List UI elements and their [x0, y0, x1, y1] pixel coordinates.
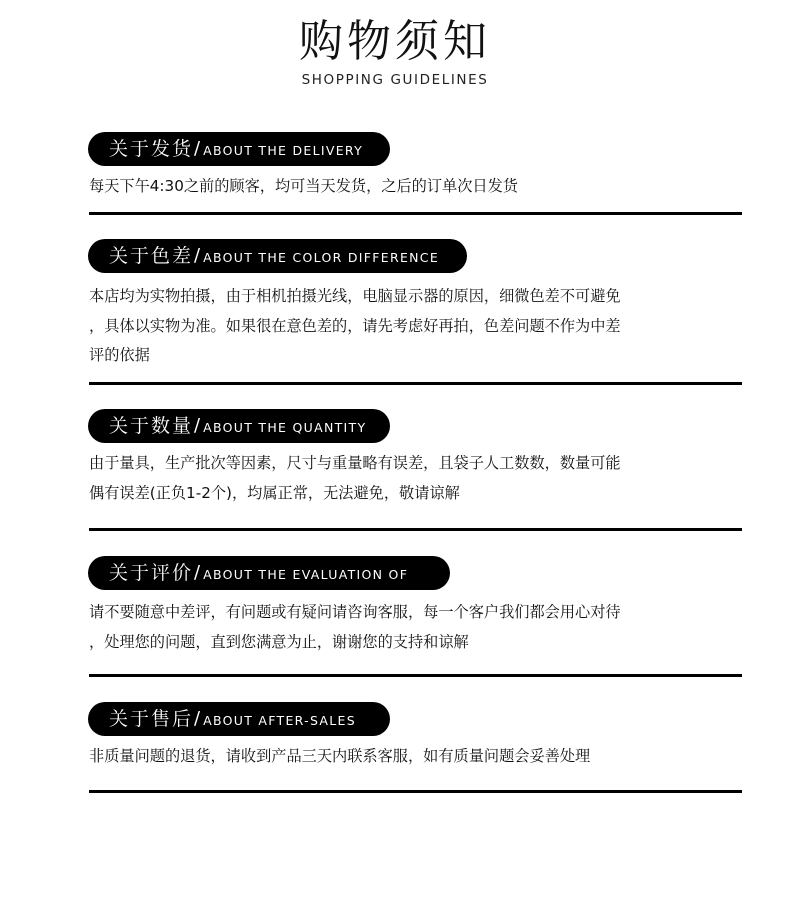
section-heading-pill	[88, 409, 390, 443]
section-title-separator: /	[194, 562, 201, 583]
section-heading-pill	[88, 702, 390, 736]
section-title-separator: /	[194, 138, 201, 159]
section-divider	[89, 790, 742, 793]
section-body-line: 由于量具，生产批次等因素，尺寸与重量略有误差，且袋子人工数数，数量可能	[89, 454, 621, 472]
section-quantity	[88, 409, 742, 533]
section-title-zh: 关于色差	[109, 245, 194, 267]
section-evaluation	[88, 556, 742, 679]
section-title-en: ABOUT THE COLOR DIFFERENCE	[203, 249, 440, 265]
section-divider	[89, 382, 742, 385]
section-divider	[89, 212, 742, 215]
section-body-line: ，处理您的问题，直到您满意为止，谢谢您的支持和谅解	[89, 633, 469, 651]
section-title-separator: /	[194, 708, 201, 729]
section-divider	[89, 674, 742, 677]
section-title-en: ABOUT THE QUANTITY	[203, 419, 367, 435]
section-title-zh: 关于评价	[109, 562, 194, 584]
section-body-line: 每天下午4:30之前的顾客，均可当天发货，之后的订单次日发货	[89, 177, 518, 195]
section-title-separator: /	[194, 415, 201, 436]
section-after-sales	[88, 702, 742, 795]
section-divider	[89, 528, 742, 531]
section-heading-pill	[88, 239, 467, 273]
section-color-difference	[88, 239, 742, 387]
section-body-line: ，具体以实物为准。如果很在意色差的，请先考虑好再拍，色差问题不作为中差	[89, 317, 621, 335]
section-body-line: 请不要随意中差评，有问题或有疑问请咨询客服，每一个客户我们都会用心对待	[89, 603, 621, 621]
section-body-line: 非质量问题的退货，请收到产品三天内联系客服，如有质量问题会妥善处理	[89, 747, 591, 765]
section-title-en: ABOUT THE EVALUATION OF	[203, 566, 409, 582]
section-delivery	[88, 132, 742, 216]
section-title-en: ABOUT AFTER-SALES	[203, 712, 356, 728]
section-title-en: ABOUT THE DELIVERY	[203, 142, 364, 158]
section-title-zh: 关于发货	[109, 138, 194, 160]
section-body-line: 偶有误差(正负1-2个)，均属正常，无法避免，敬请谅解	[89, 484, 460, 502]
section-title-zh: 关于数量	[109, 415, 194, 437]
page-title: 购物须知	[299, 16, 491, 67]
section-title-zh: 关于售后	[109, 708, 194, 730]
section-heading-pill	[88, 556, 450, 590]
section-body-line: 评的依据	[89, 346, 150, 364]
section-heading-pill	[88, 132, 390, 166]
section-body-line: 本店均为实物拍摄，由于相机拍摄光线，电脑显示器的原因，细微色差不可避免	[89, 287, 621, 305]
section-title-separator: /	[194, 245, 201, 266]
page-subtitle: SHOPPING GUIDELINES	[301, 72, 489, 88]
